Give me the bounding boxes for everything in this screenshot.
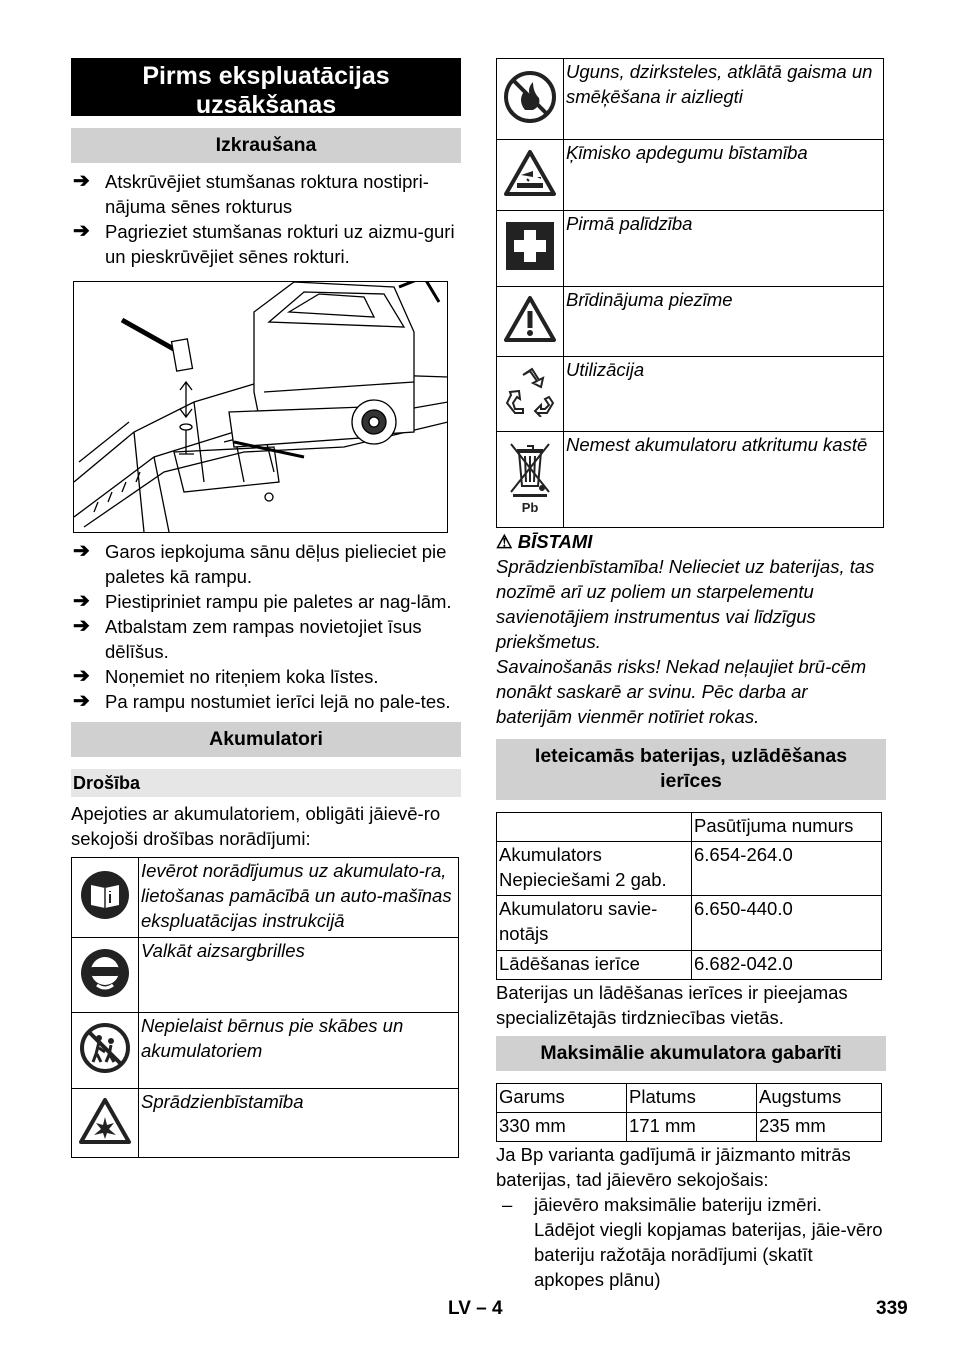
table-row: Garums Platums Augstums: [497, 1084, 882, 1113]
warning-triangle-icon: ⚠: [496, 531, 513, 552]
table-row: Ievērot norādījumus uz akumulato-ra, lietošanas pamācībā un auto-mašīnas ekspluatācijas instrukcijā: [72, 858, 459, 938]
warning-icon: [497, 287, 564, 357]
unloading-illustration: [73, 281, 448, 533]
order-table: [496, 812, 882, 980]
arrow-right-icon: ➔: [73, 540, 90, 562]
no-children-icon: [72, 1013, 139, 1089]
recommended-heading: Ieteicamās baterijas, uzlādēšanas ierīces: [496, 739, 886, 800]
danger-text-1: Sprādzienbīstamība! Nelieciet uz baterijas, tas nozīmē arī uz poliem un starpelementu savienotājiem instrumentus vai līdzīgus priekšmetus.: [496, 556, 875, 652]
table-row: Nepielaist bērnus pie skābes un akumulatoriem: [72, 1013, 459, 1089]
safety-intro: Apejoties ar akumulatoriem, obligāti jāievē-ro sekojoši drošības norādījumi:: [71, 803, 441, 849]
danger-notice: [496, 529, 886, 729]
manual-info-icon: [72, 858, 139, 938]
dimensions-heading: Maksimālie akumulatora gabarīti: [496, 1036, 886, 1071]
table-row: Pasūtījuma numurs: [497, 813, 882, 842]
crossed-bin-icon: [497, 432, 564, 528]
right-column: [496, 58, 886, 1292]
table-row: Akumulatoru savie-notājs 6.650-440.0: [497, 896, 882, 951]
explosion-hazard-icon: [72, 1089, 139, 1158]
left-column: [71, 58, 461, 1158]
list-item: – jāievēro maksimālie bateriju izmēri. Lādējot viegli kopjamas baterijas, jāie-vēro bateriju ražotāja norādījumi (skatīt apkopes plānu): [502, 1194, 883, 1290]
table-row: Akumulators Nepieciešami 2 gab. 6.654-264.0: [497, 842, 882, 896]
safety-symbols-table: [71, 857, 459, 1158]
table-row: Lādēšanas ierīce 6.682-042.0: [497, 951, 882, 980]
arrow-right-icon: ➔: [73, 615, 90, 637]
list-item: ➔ Atskrūvējiet stumšanas roktura nostipri-nājuma sēnes rokturus: [73, 170, 429, 217]
table-row: Ķīmisko apdegumu bīstamība: [497, 140, 884, 211]
table-row: Brīdinājuma piezīme: [497, 287, 884, 357]
table-row: Uguns, dzirksteles, atklātā gaisma un smēķēšana ir aizliegti: [497, 59, 884, 140]
unloading-steps: [71, 169, 461, 269]
page-title: Pirms ekspluatācijas uzsākšanas: [71, 58, 461, 116]
table-row: Valkāt aizsargbrilles: [72, 938, 459, 1013]
arrow-right-icon: ➔: [73, 170, 90, 192]
danger-label: BĪSTAMI: [517, 531, 593, 552]
list-item: ➔ Piestipriniet rampu pie paletes ar nag-lām.: [73, 590, 452, 612]
list-item: ➔ Garos iepkojuma sānu dēļus pielieciet pie paletes kā rampu.: [73, 540, 447, 587]
first-aid-icon: [497, 211, 564, 287]
no-fire-icon: [497, 59, 564, 140]
chemical-burn-icon: [497, 140, 564, 211]
machine-on-pallet-illustration: [74, 282, 448, 532]
dimensions-note: Ja Bp varianta gadījumā ir jāizmanto mitrās baterijas, tad jāievēro sekojošais:: [496, 1144, 851, 1190]
danger-text-2: Savainošanās risks! Nekad neļaujiet brū-cēm nonākt saskarē ar svinu. Pēc darba ar baterijām vienmēr notīriet rokas.: [496, 656, 867, 727]
hazard-symbols-table: [496, 58, 884, 528]
table-row: Pb Nemest akumulatoru atkritumu kastē: [497, 432, 884, 528]
recycle-icon: [497, 357, 564, 432]
safety-goggles-icon: [72, 938, 139, 1013]
list-item: ➔ Atbalstam zem rampas novietojiet īsus dēlīšus.: [73, 615, 422, 662]
order-note: Baterijas un lādēšanas ierīces ir pieejamas specializētajās tirdzniecības vietās.: [496, 982, 848, 1028]
ramp-steps: [71, 539, 461, 714]
batteries-heading: Akumulatori: [71, 722, 461, 757]
unloading-heading: Izkraušana: [71, 128, 461, 163]
table-row: Utilizācija: [497, 357, 884, 432]
page-number: 339: [876, 1298, 908, 1319]
crossed-bin-label: Pb: [521, 500, 539, 515]
list-item: ➔ Pagrieziet stumšanas rokturi uz aizmu-guri un pieskrūvējiet sēnes rokturi.: [73, 220, 455, 267]
dimensions-table: [496, 1083, 882, 1142]
arrow-right-icon: ➔: [73, 690, 90, 712]
list-item: ➔ Pa rampu nostumiet ierīci lejā no pale-tes.: [73, 690, 451, 712]
footer-page-label: LV – 4: [448, 1298, 503, 1319]
safety-heading: Drošība: [71, 769, 461, 797]
list-item: ➔ Noņemiet no riteņiem koka līstes.: [73, 665, 379, 687]
table-row: Pirmā palīdzība: [497, 211, 884, 287]
arrow-right-icon: ➔: [73, 220, 90, 242]
table-row: 330 mm 171 mm 235 mm: [497, 1113, 882, 1142]
arrow-right-icon: ➔: [73, 665, 90, 687]
arrow-right-icon: ➔: [73, 590, 90, 612]
table-row: Sprādzienbīstamība: [72, 1089, 459, 1158]
